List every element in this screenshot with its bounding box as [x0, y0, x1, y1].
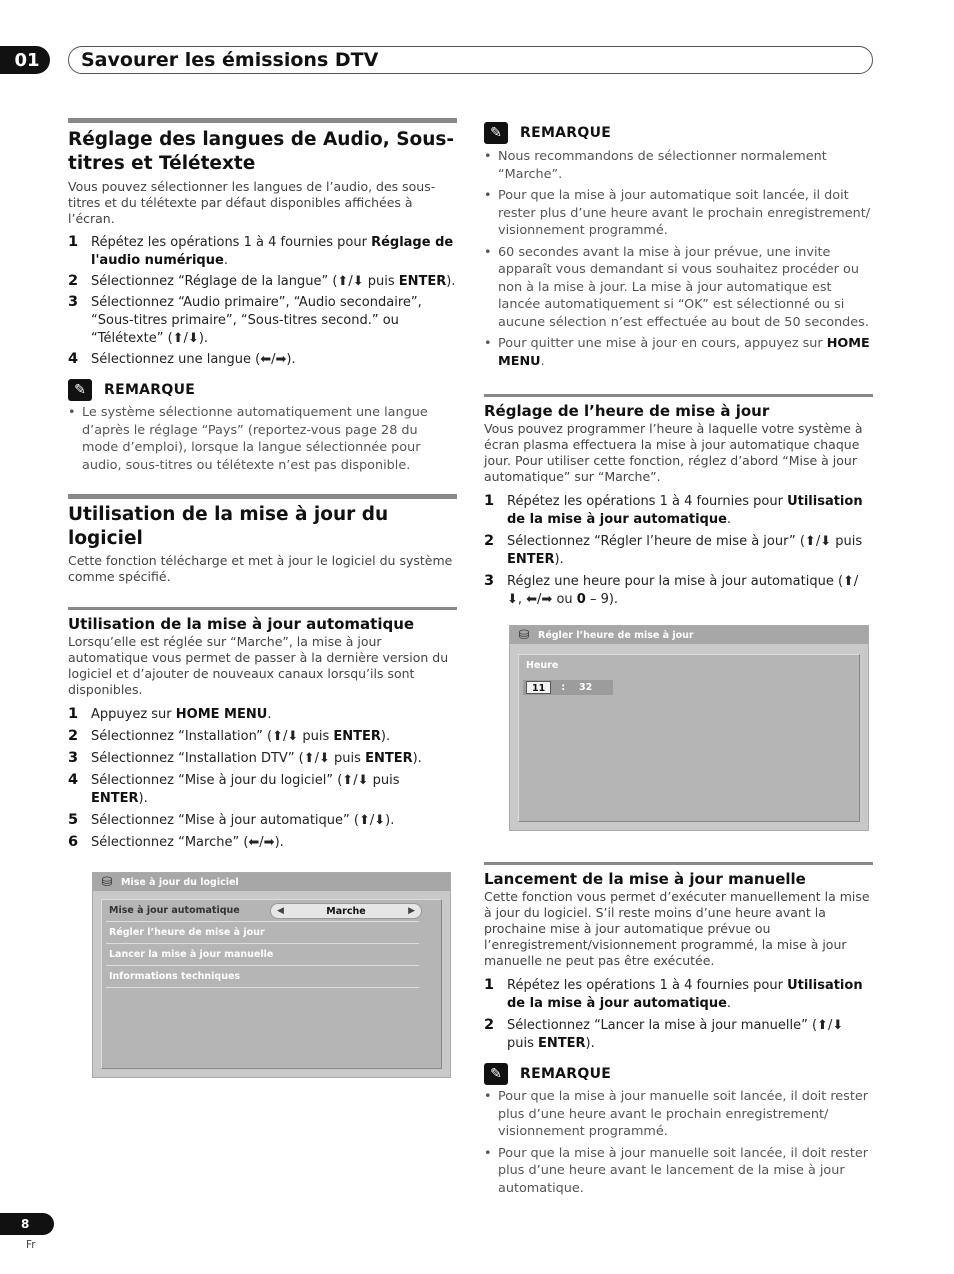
step-item: 2 Sélectionnez “Réglage de la langue” (⬆/⬇ puis ENTER). [68, 273, 456, 289]
note-list [68, 404, 457, 474]
note-list [484, 1088, 873, 1197]
left-column [68, 118, 457, 852]
note-title: REMARQUE [520, 1066, 612, 1082]
step-item: 2 Sélectionnez “Installation” (⬆/⬇ puis ENTER). [68, 728, 391, 744]
note-item: • Pour que la mise à jour manuelle soit lancée, il doit rester plus d’une heure avant le lancement de la mise à jour automatique. [484, 1145, 868, 1196]
screen-title: Mise à jour du logiciel [121, 876, 239, 888]
pencil-note-icon: ✎ [68, 379, 92, 401]
screen-menu-panel [101, 899, 442, 1069]
note-header [484, 1063, 873, 1085]
menu-row-label: Informations techniques [109, 971, 241, 982]
update-time-screen [509, 625, 869, 831]
time-field[interactable] [523, 680, 613, 695]
step-item: 3 Sélectionnez “Audio primaire”, “Audio secondaire”, “Sous-titres primaire”, “Sous-titres second.” ou “Télétexte” (⬆/⬇). [68, 294, 422, 346]
pencil-note-icon: ✎ [484, 1063, 508, 1085]
steps-update-time [484, 493, 873, 609]
menu-tab-icon: ⛁ [518, 627, 530, 643]
menu-row-label: Régler l’heure de mise à jour [109, 927, 265, 938]
pencil-note-icon: ✎ [484, 122, 508, 144]
right-column [484, 118, 873, 609]
steps-languages [68, 234, 457, 369]
subsection-rule [68, 607, 457, 610]
hour-label: Heure [526, 660, 559, 671]
section-title-languages: Réglage des langues de Audio, Sous-titres et Télétexte [68, 129, 455, 174]
time-separator: : [561, 682, 566, 693]
steps-manual-update [484, 977, 873, 1053]
menu-row-auto-update[interactable] [106, 900, 419, 922]
step-item: 5 Sélectionnez “Mise à jour automatique” (⬆/⬇). [68, 812, 395, 828]
menu-row-set-update-time[interactable] [106, 922, 419, 944]
step-item: 3 Réglez une heure pour la mise à jour automatique (⬆/⬇, ⬅/➡ ou 0 – 9). [484, 573, 859, 607]
right-arrow-icon[interactable]: ▶ [408, 906, 415, 916]
chapter-title-box [68, 46, 873, 74]
note-header [484, 122, 873, 144]
menu-tab-icon: ⛁ [101, 874, 113, 890]
step-item: 1 Appuyez sur HOME MENU. [68, 706, 272, 722]
section-rule [68, 494, 457, 499]
auto-update-value-selector[interactable] [270, 903, 422, 919]
minute-value[interactable]: 32 [579, 682, 593, 693]
note-item: • Pour que la mise à jour automatique soit lancée, il doit rester plus d’une heure avant le prochain enregistrement/ visionnement programmé. [484, 188, 871, 238]
screen-title: Régler l’heure de mise à jour [538, 629, 694, 641]
step-item: 4 Sélectionnez une langue (⬅/➡). [68, 351, 296, 367]
step-item: 1 Répétez les opérations 1 à 4 fournies pour Utilisation de la mise à jour automatique. [484, 977, 863, 1011]
step-item: 6 Sélectionnez “Marche” (⬅/➡). [68, 834, 284, 850]
software-update-screen [92, 872, 451, 1078]
left-arrow-icon[interactable]: ◀ [277, 906, 284, 916]
steps-auto-update [68, 706, 457, 852]
step-item: 1 Répétez les opérations 1 à 4 fournies pour Réglage de l'audio numérique. [68, 234, 454, 268]
subsection-intro-manual-update: Cette fonction vous permet d’exécuter manuellement la mise à jour du logiciel. S’il reste moins d’une heure avant la prochaine mise à jour automatique prévue ou l’enregistrement/visionnement programmé, la mise à jour manuelle ne peut pas être exécutée. [484, 889, 870, 968]
note-header [68, 379, 457, 401]
subsection-intro-auto-update: Lorsqu’elle est réglée sur “Marche”, la mise à jour automatique vous permet de passer à la dernière version du logiciel et d’ajouter de nouveaux canaux lorsqu’ils sont disponibles. [68, 634, 449, 697]
screen-titlebar [510, 626, 868, 644]
note-item: • Nous recommandons de sélectionner normalement “Marche”. [484, 149, 827, 182]
note-item: • Le système sélectionne automatiquement une langue d’après le réglage “Pays” (reportez-vous page 28 du mode d’emploi), lorsque la langue sélectionnée pour audio, sous-titres ou télétexte n’est pas disponible. [68, 405, 428, 473]
menu-row-label: Lancer la mise à jour manuelle [109, 949, 274, 960]
page-number: 8 [0, 1213, 54, 1235]
note-title: REMARQUE [104, 382, 196, 398]
screen-time-panel [518, 654, 860, 822]
subsection-title-auto-update: Utilisation de la mise à jour automatique [68, 615, 415, 633]
section-intro-languages: Vous pouvez sélectionner les langues de l’audio, des sous-titres et du télétexte par défaut disponibles affichées à l’écran. [68, 179, 436, 226]
step-item: 3 Sélectionnez “Installation DTV” (⬆/⬇ puis ENTER). [68, 750, 422, 766]
subsection-intro-update-time: Vous pouvez programmer l’heure à laquelle votre système à écran plasma effectuera la mise à jour automatique chaque jour. Pour utiliser cette fonction, réglez d’abord “Mise à jour automatique” sur “Marche”. [484, 421, 863, 484]
note-list [484, 148, 873, 370]
subsection-rule [484, 862, 873, 865]
note-item: • 60 secondes avant la mise à jour prévue, une invite apparaît vous demandant si vous souhaitez procéder ou non à la mise à jour. La mise à jour automatique est lancée automatiquement si “OK” est sélectionné ou si aucune sélection n’est effectuée au bout de 50 secondes. [484, 244, 869, 330]
note-item: • Pour que la mise à jour manuelle soit lancée, il doit rester plus d’une heure avant le prochain enregistrement/ visionnement programmé. [484, 1089, 868, 1139]
step-item: 2 Sélectionnez “Lancer la mise à jour manuelle” (⬆/⬇ puis ENTER). [484, 1017, 844, 1051]
manual-update-section [484, 862, 873, 1197]
hour-value[interactable]: 11 [526, 681, 551, 694]
subsection-rule [484, 394, 873, 397]
section-rule [68, 118, 457, 123]
chapter-number-badge: 01 [0, 46, 50, 74]
subsection-title-update-time: Réglage de l’heure de mise à jour [484, 402, 770, 420]
menu-row-manual-update[interactable] [106, 944, 419, 966]
chapter-title: Savourer les émissions DTV [81, 49, 379, 71]
auto-update-value: Marche [326, 905, 366, 917]
subsection-title-manual-update: Lancement de la mise à jour manuelle [484, 870, 806, 888]
menu-row-label: Mise à jour automatique [109, 905, 240, 916]
step-item: 2 Sélectionnez “Régler l’heure de mise à jour” (⬆/⬇ puis ENTER). [484, 533, 863, 567]
section-title-software-update: Utilisation de la mise à jour du logiciel [68, 504, 389, 549]
language-code: Fr [26, 1239, 36, 1251]
step-item: 4 Sélectionnez “Mise à jour du logiciel” (⬆/⬇ puis ENTER). [68, 772, 400, 806]
note-title: REMARQUE [520, 125, 612, 141]
menu-row-technical-info[interactable] [106, 966, 419, 988]
step-item: 1 Répétez les opérations 1 à 4 fournies pour Utilisation de la mise à jour automatique. [484, 493, 863, 527]
screen-titlebar [93, 873, 450, 891]
section-intro-software-update: Cette fonction télécharge et met à jour le logiciel du système comme spécifié. [68, 553, 453, 584]
note-item: • Pour quitter une mise à jour en cours, appuyez sur HOME MENU. [484, 336, 870, 369]
